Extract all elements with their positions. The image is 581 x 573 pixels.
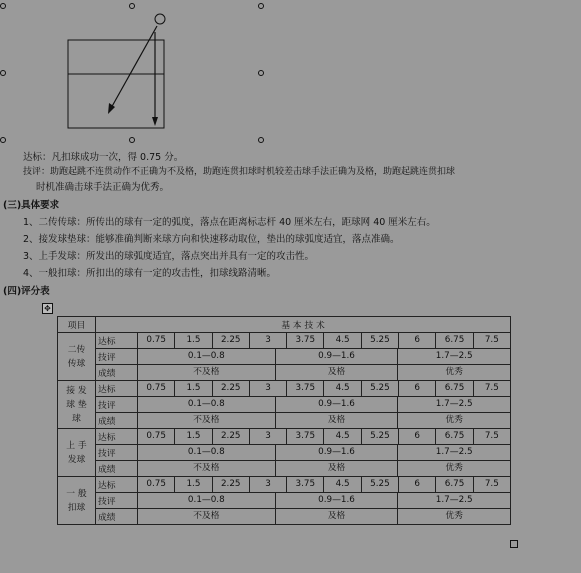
- resize-handle-br[interactable]: [258, 137, 264, 143]
- standard-value: 3.75: [287, 381, 324, 396]
- standard-value: 2.25: [213, 429, 250, 444]
- resize-handle-mr[interactable]: [258, 70, 264, 76]
- row-label-technique: 技评: [96, 445, 138, 461]
- group-name: [58, 333, 96, 381]
- passage-line-3: 时机准确击球手法正确为优秀。: [36, 182, 170, 193]
- row-label-grade: 成绩: [96, 365, 138, 381]
- technique-range: 0.1—0.8: [138, 493, 276, 508]
- technique-ranges: [138, 445, 511, 461]
- grade-values: [138, 365, 511, 381]
- standard-value: 3.75: [287, 429, 324, 444]
- table-move-handle-icon[interactable]: ✥: [42, 303, 53, 314]
- standard-value: 5.25: [362, 477, 399, 492]
- grade-value: 不及格: [138, 509, 276, 524]
- requirement-item-1: 1、二传传球：所传出的球有一定的弧度，落点在距离标志杆 40 厘米左右，距球网 40 厘米左右。: [23, 217, 436, 228]
- standard-value: 6: [399, 381, 436, 396]
- section-4-heading: (四)评分表: [3, 286, 50, 297]
- table-row: [58, 493, 511, 509]
- standard-value: 3: [250, 429, 287, 444]
- technique-range: 1.7—2.5: [435, 495, 473, 505]
- technique-range: 0.9—1.6: [276, 397, 399, 412]
- table-row: [58, 349, 511, 365]
- standard-value: 7.5: [484, 383, 499, 393]
- standard-value: 5.25: [362, 429, 399, 444]
- technique-range: 0.1—0.8: [138, 445, 276, 460]
- table-row: [58, 365, 511, 381]
- resize-handle-tr[interactable]: [258, 3, 264, 9]
- standard-value: 4.5: [324, 429, 361, 444]
- standard-values: [138, 477, 511, 493]
- header-project: 项目: [58, 317, 96, 333]
- standard-value: 3.75: [287, 477, 324, 492]
- row-label-technique: 技评: [96, 397, 138, 413]
- section-3-heading: (三)具体要求: [3, 200, 60, 211]
- group-name-line: 发球: [67, 454, 86, 465]
- group-name: [58, 381, 96, 429]
- standard-value: 7.5: [484, 479, 499, 489]
- group-name-line: 二传: [67, 344, 86, 355]
- row-label-grade: 成绩: [96, 509, 138, 525]
- row-label-standard: 达标: [96, 333, 138, 349]
- group-name-line: 一 般: [66, 488, 87, 499]
- volleyball-diagram: [0, 0, 581, 150]
- standard-value: 2.25: [213, 477, 250, 492]
- group-name-line: 传球: [67, 358, 86, 369]
- arrow-diagonal: [110, 26, 157, 110]
- standard-value: 4.5: [324, 333, 361, 348]
- table-row: [58, 381, 511, 397]
- standard-value: 0.75: [138, 477, 175, 492]
- resize-handle-tc[interactable]: [129, 3, 135, 9]
- standard-value: 3: [250, 333, 287, 348]
- row-label-technique: 技评: [96, 349, 138, 365]
- grade-values: [138, 509, 511, 525]
- resize-handle-bl[interactable]: [0, 137, 6, 143]
- group-name-line: 接 发: [66, 385, 87, 396]
- standard-value: 4.5: [324, 477, 361, 492]
- group-name: [58, 477, 96, 525]
- table-header-row: [58, 317, 511, 333]
- technique-range: 1.7—2.5: [435, 351, 473, 361]
- row-label-technique: 技评: [96, 493, 138, 509]
- row-label-standard: 达标: [96, 381, 138, 397]
- grade-value: 及格: [276, 461, 399, 476]
- table-row: [58, 333, 511, 349]
- standard-value: 6: [399, 477, 436, 492]
- group-name-line: 上 手: [66, 440, 87, 451]
- grade-value: 及格: [276, 413, 399, 428]
- grade-value: 优秀: [445, 367, 463, 377]
- standard-values: [138, 429, 511, 445]
- requirement-item-2: 2、接发球垫球：能够准确判断来球方向和快速移动取位，垫出的球弧度适宜，落点准确。: [23, 234, 400, 245]
- standard-value: 1.5: [175, 429, 212, 444]
- standard-value: 6.75: [436, 429, 473, 444]
- technique-ranges: [138, 397, 511, 413]
- scoring-table: [57, 316, 511, 525]
- grade-value: 优秀: [445, 511, 463, 521]
- standard-value: 1.5: [175, 477, 212, 492]
- grade-value: 及格: [276, 509, 399, 524]
- technique-range: 0.1—0.8: [138, 349, 276, 364]
- table-row: [58, 477, 511, 493]
- passage-line-1: 达标：凡扣球成功一次，得 0.75 分。: [23, 152, 184, 163]
- resize-handle-bc[interactable]: [129, 137, 135, 143]
- row-label-standard: 达标: [96, 477, 138, 493]
- technique-ranges: [138, 493, 511, 509]
- row-label-grade: 成绩: [96, 413, 138, 429]
- table-resize-handle[interactable]: [510, 540, 518, 548]
- technique-ranges: [138, 349, 511, 365]
- grade-values: [138, 413, 511, 429]
- table-row: [58, 445, 511, 461]
- header-skill: 基 本 技 术: [96, 317, 511, 333]
- arrow-diagonal-head: [108, 103, 115, 114]
- court-box: [68, 40, 164, 128]
- technique-range: 0.9—1.6: [276, 445, 399, 460]
- passage-line-2: 技评：助跑起跳不连贯动作不正确为不及格，助跑连贯扣球时机较差击球手法正确为及格，助跑起跳连贯扣球: [23, 167, 456, 177]
- table-row: [58, 509, 511, 525]
- grade-value: 及格: [276, 365, 399, 380]
- resize-handle-ml[interactable]: [0, 70, 6, 76]
- technique-range: 1.7—2.5: [435, 399, 473, 409]
- grade-values: [138, 461, 511, 477]
- requirement-item-4: 4、一般扣球：所扣出的球有一定的攻击性，扣球线路清晰。: [23, 268, 277, 279]
- standard-value: 1.5: [175, 381, 212, 396]
- standard-value: 2.25: [213, 381, 250, 396]
- standard-value: 3.75: [287, 333, 324, 348]
- row-label-grade: 成绩: [96, 461, 138, 477]
- grade-value: 不及格: [138, 365, 276, 380]
- grade-value: 优秀: [445, 463, 463, 473]
- technique-range: 1.7—2.5: [435, 447, 473, 457]
- standard-value: 3: [250, 477, 287, 492]
- standard-value: 1.5: [175, 333, 212, 348]
- standard-value: 4.5: [324, 381, 361, 396]
- standard-value: 7.5: [484, 335, 499, 345]
- technique-range: 0.9—1.6: [276, 349, 399, 364]
- standard-values: [138, 333, 511, 349]
- grade-value: 优秀: [445, 415, 463, 425]
- standard-value: 6.75: [436, 381, 473, 396]
- standard-value: 0.75: [138, 333, 175, 348]
- standard-value: 7.5: [484, 431, 499, 441]
- grade-value: 不及格: [138, 461, 276, 476]
- standard-value: 2.25: [213, 333, 250, 348]
- row-label-standard: 达标: [96, 429, 138, 445]
- standard-value: 6: [399, 429, 436, 444]
- table-row: [58, 429, 511, 445]
- standard-value: 6: [399, 333, 436, 348]
- arrow-vertical-head: [152, 117, 158, 126]
- standard-value: 5.25: [362, 333, 399, 348]
- group-name-line: 球: [72, 413, 81, 424]
- standard-value: 6.75: [436, 333, 473, 348]
- technique-range: 0.1—0.8: [138, 397, 276, 412]
- standard-value: 0.75: [138, 429, 175, 444]
- grade-value: 不及格: [138, 413, 276, 428]
- standard-value: 6.75: [436, 477, 473, 492]
- group-name-line: 扣球: [67, 502, 86, 513]
- technique-range: 0.9—1.6: [276, 493, 399, 508]
- group-name-line: 球 垫: [66, 399, 87, 410]
- standard-value: 3: [250, 381, 287, 396]
- group-name: [58, 429, 96, 477]
- table-row: [58, 413, 511, 429]
- table-row: [58, 397, 511, 413]
- ball-icon: [155, 14, 165, 24]
- standard-value: 0.75: [138, 381, 175, 396]
- resize-handle-tl[interactable]: [0, 3, 6, 9]
- requirement-item-3: 3、上手发球：所发出的球弧度适宜，落点突出并具有一定的攻击性。: [23, 251, 315, 262]
- standard-value: 5.25: [362, 381, 399, 396]
- standard-values: [138, 381, 511, 397]
- table-row: [58, 461, 511, 477]
